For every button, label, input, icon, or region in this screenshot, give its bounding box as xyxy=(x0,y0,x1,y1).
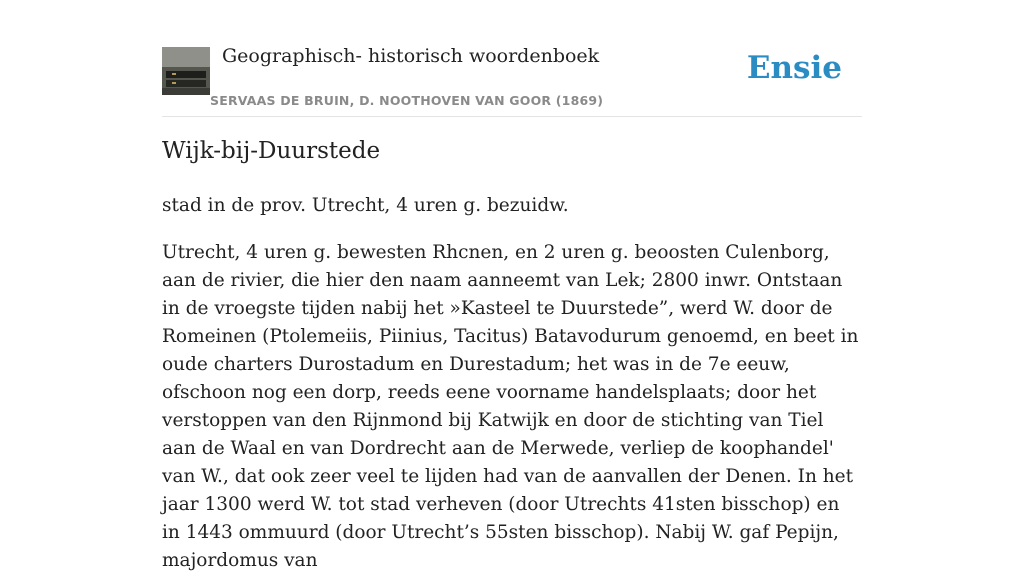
book-author: SERVAAS DE BRUIN, D. NOOTHOVEN VAN GOOR (1869) xyxy=(210,93,604,108)
book-cover-avatar[interactable] xyxy=(162,47,210,95)
book-title[interactable]: Geographisch- historisch woordenboek xyxy=(222,45,600,67)
entry-title: Wijk-bij-Duurstede xyxy=(162,138,381,164)
books-image-icon xyxy=(162,47,210,95)
ensie-logo[interactable]: Ensie xyxy=(746,50,842,86)
entry-paragraph-1: stad in de prov. Utrecht, 4 uren g. bezuidw. xyxy=(162,195,569,216)
entry-paragraph-2: Utrecht, 4 uren g. bewesten Rhcnen, en 2 uren g. beoosten Culenborg, aan de rivier, die hier den naam aanneemt van Lek; 2800 inwr. Ontstaan in de vroegste tijden nabij het »Kasteel te Duurstede”, werd W. door de Romeinen (Ptolemeiis, Piinius, Tacitus) Batavodurum genoemd, en beet in oude charters Durostadum en Durestadum; het was in de 7e eeuw, ofschoon nog een dorp, reeds eene voorname handelsplaats; door het verstoppen van den Rijnmond bij Katwijk en door de stichting van Tiel aan de Waal en van Dordrecht aan de Merwede, verliep de koophandel' van W., dat ook zeer veel te lijden had van de aanvallen der Denen. In het jaar 1300 werd W. tot stad verheven (door Utrechts 41sten bisschop) en in 1443 ommuurd (door Utrecht’s 55sten bisschop). Nabij W. gaf Pepijn, majordomus van xyxy=(162,242,859,571)
header xyxy=(162,40,862,117)
